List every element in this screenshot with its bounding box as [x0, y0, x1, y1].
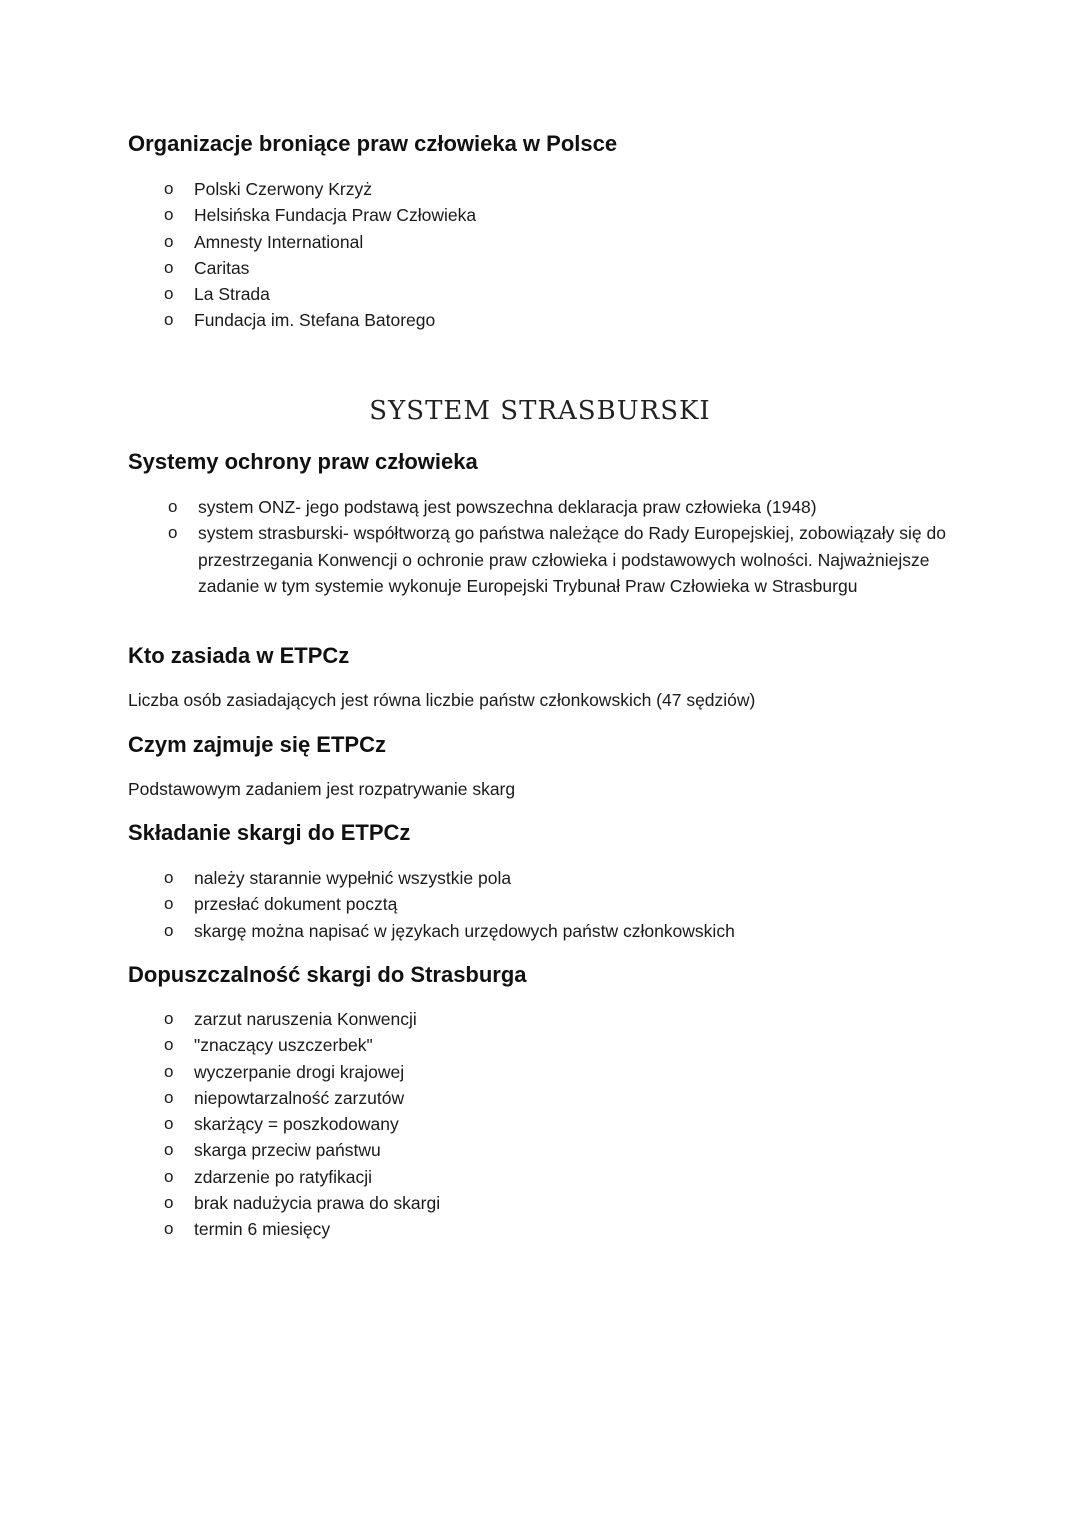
list-item: o Fundacja im. Stefana Batorego: [194, 307, 476, 333]
bullet-icon: o: [164, 284, 174, 304]
list-item: o Caritas: [194, 255, 476, 281]
list-item: o termin 6 miesięcy: [194, 1216, 440, 1242]
list-item: o "znaczący uszczerbek": [194, 1032, 440, 1058]
paragraph-judges-count: Liczba osób zasiadających jest równa liczbie państw członkowskich (47 sędziów): [128, 690, 756, 710]
bullet-icon: o: [164, 205, 174, 225]
paragraph-main-task: Podstawowym zadaniem jest rozpatrywanie skarg: [128, 779, 516, 799]
bullet-icon: o: [164, 257, 174, 277]
heading-human-rights-organizations: Organizacje broniące praw człowieka w Polsce: [128, 131, 618, 156]
organizations-list: [164, 176, 477, 334]
list-item: o Helsińska Fundacja Praw Człowieka: [194, 202, 476, 228]
bullet-icon: o: [164, 1114, 174, 1134]
bullet-icon: o: [164, 1009, 174, 1028]
heading-filing-complaint: Składanie skargi do ETPCz: [128, 820, 411, 845]
list-item: o Polski Czerwony Krzyż: [194, 176, 476, 202]
admissibility-list: [164, 1006, 441, 1243]
heading-who-sits-etpcz: Kto zasiada w ETPCz: [128, 643, 350, 668]
heading-protection-systems: Systemy ochrony praw człowieka: [128, 449, 478, 474]
list-item: o brak nadużycia prawa do skargi: [194, 1190, 440, 1216]
list-item: o przesłać dokument pocztą: [194, 891, 735, 917]
list-item: o Amnesty International: [194, 229, 476, 255]
list-item: o zdarzenie po ratyfikacji: [194, 1164, 440, 1190]
list-item: o należy starannie wypełnić wszystkie pola: [194, 865, 735, 891]
list-item: o La Strada: [194, 281, 476, 307]
bullet-icon: o: [164, 868, 174, 887]
protection-systems-list: [168, 494, 958, 599]
bullet-icon: o: [164, 1193, 174, 1213]
bullet-icon: o: [168, 497, 178, 516]
list-item: o skarga przeciw państwu: [194, 1137, 440, 1163]
bullet-icon: o: [164, 1061, 174, 1081]
bullet-icon: o: [164, 894, 174, 914]
list-item: o wyczerpanie drogi krajowej: [194, 1059, 440, 1085]
list-item: o skargę można napisać w językach urzędowych państw członkowskich: [194, 918, 735, 944]
list-item: o system strasburski- współtworzą go państwa należące do Rady Europejskiej, zobowiązały się do przestrzegania Konwencji o ochronie praw człowieka i podstawowych wolności. Najważniejsze zadanie w tym systemie wykonuje Europejski Trybunał Praw Człowieka w Strasburgu: [198, 520, 958, 599]
bullet-icon: o: [164, 231, 174, 251]
bullet-icon: o: [164, 1035, 174, 1055]
heading-admissibility: Dopuszczalność skargi do Strasburga: [128, 962, 527, 987]
bullet-icon: o: [164, 310, 174, 330]
list-item: o zarzut naruszenia Konwencji: [194, 1006, 440, 1032]
bullet-icon: o: [164, 1087, 174, 1107]
list-item: o skarżący = poszkodowany: [194, 1111, 440, 1137]
bullet-icon: o: [164, 920, 174, 940]
bullet-icon: o: [164, 179, 174, 198]
heading-what-etpcz-does: Czym zajmuje się ETPCz: [128, 732, 386, 757]
bullet-icon: o: [164, 1140, 174, 1160]
document-title: SYSTEM STRASBURSKI: [369, 396, 711, 426]
bullet-icon: o: [168, 523, 178, 543]
bullet-icon: o: [164, 1219, 174, 1239]
filing-steps-list: [164, 865, 735, 944]
list-item: o system ONZ- jego podstawą jest powszechna deklaracja praw człowieka (1948): [198, 494, 958, 520]
bullet-icon: o: [164, 1166, 174, 1186]
list-item: o niepowtarzalność zarzutów: [194, 1085, 440, 1111]
